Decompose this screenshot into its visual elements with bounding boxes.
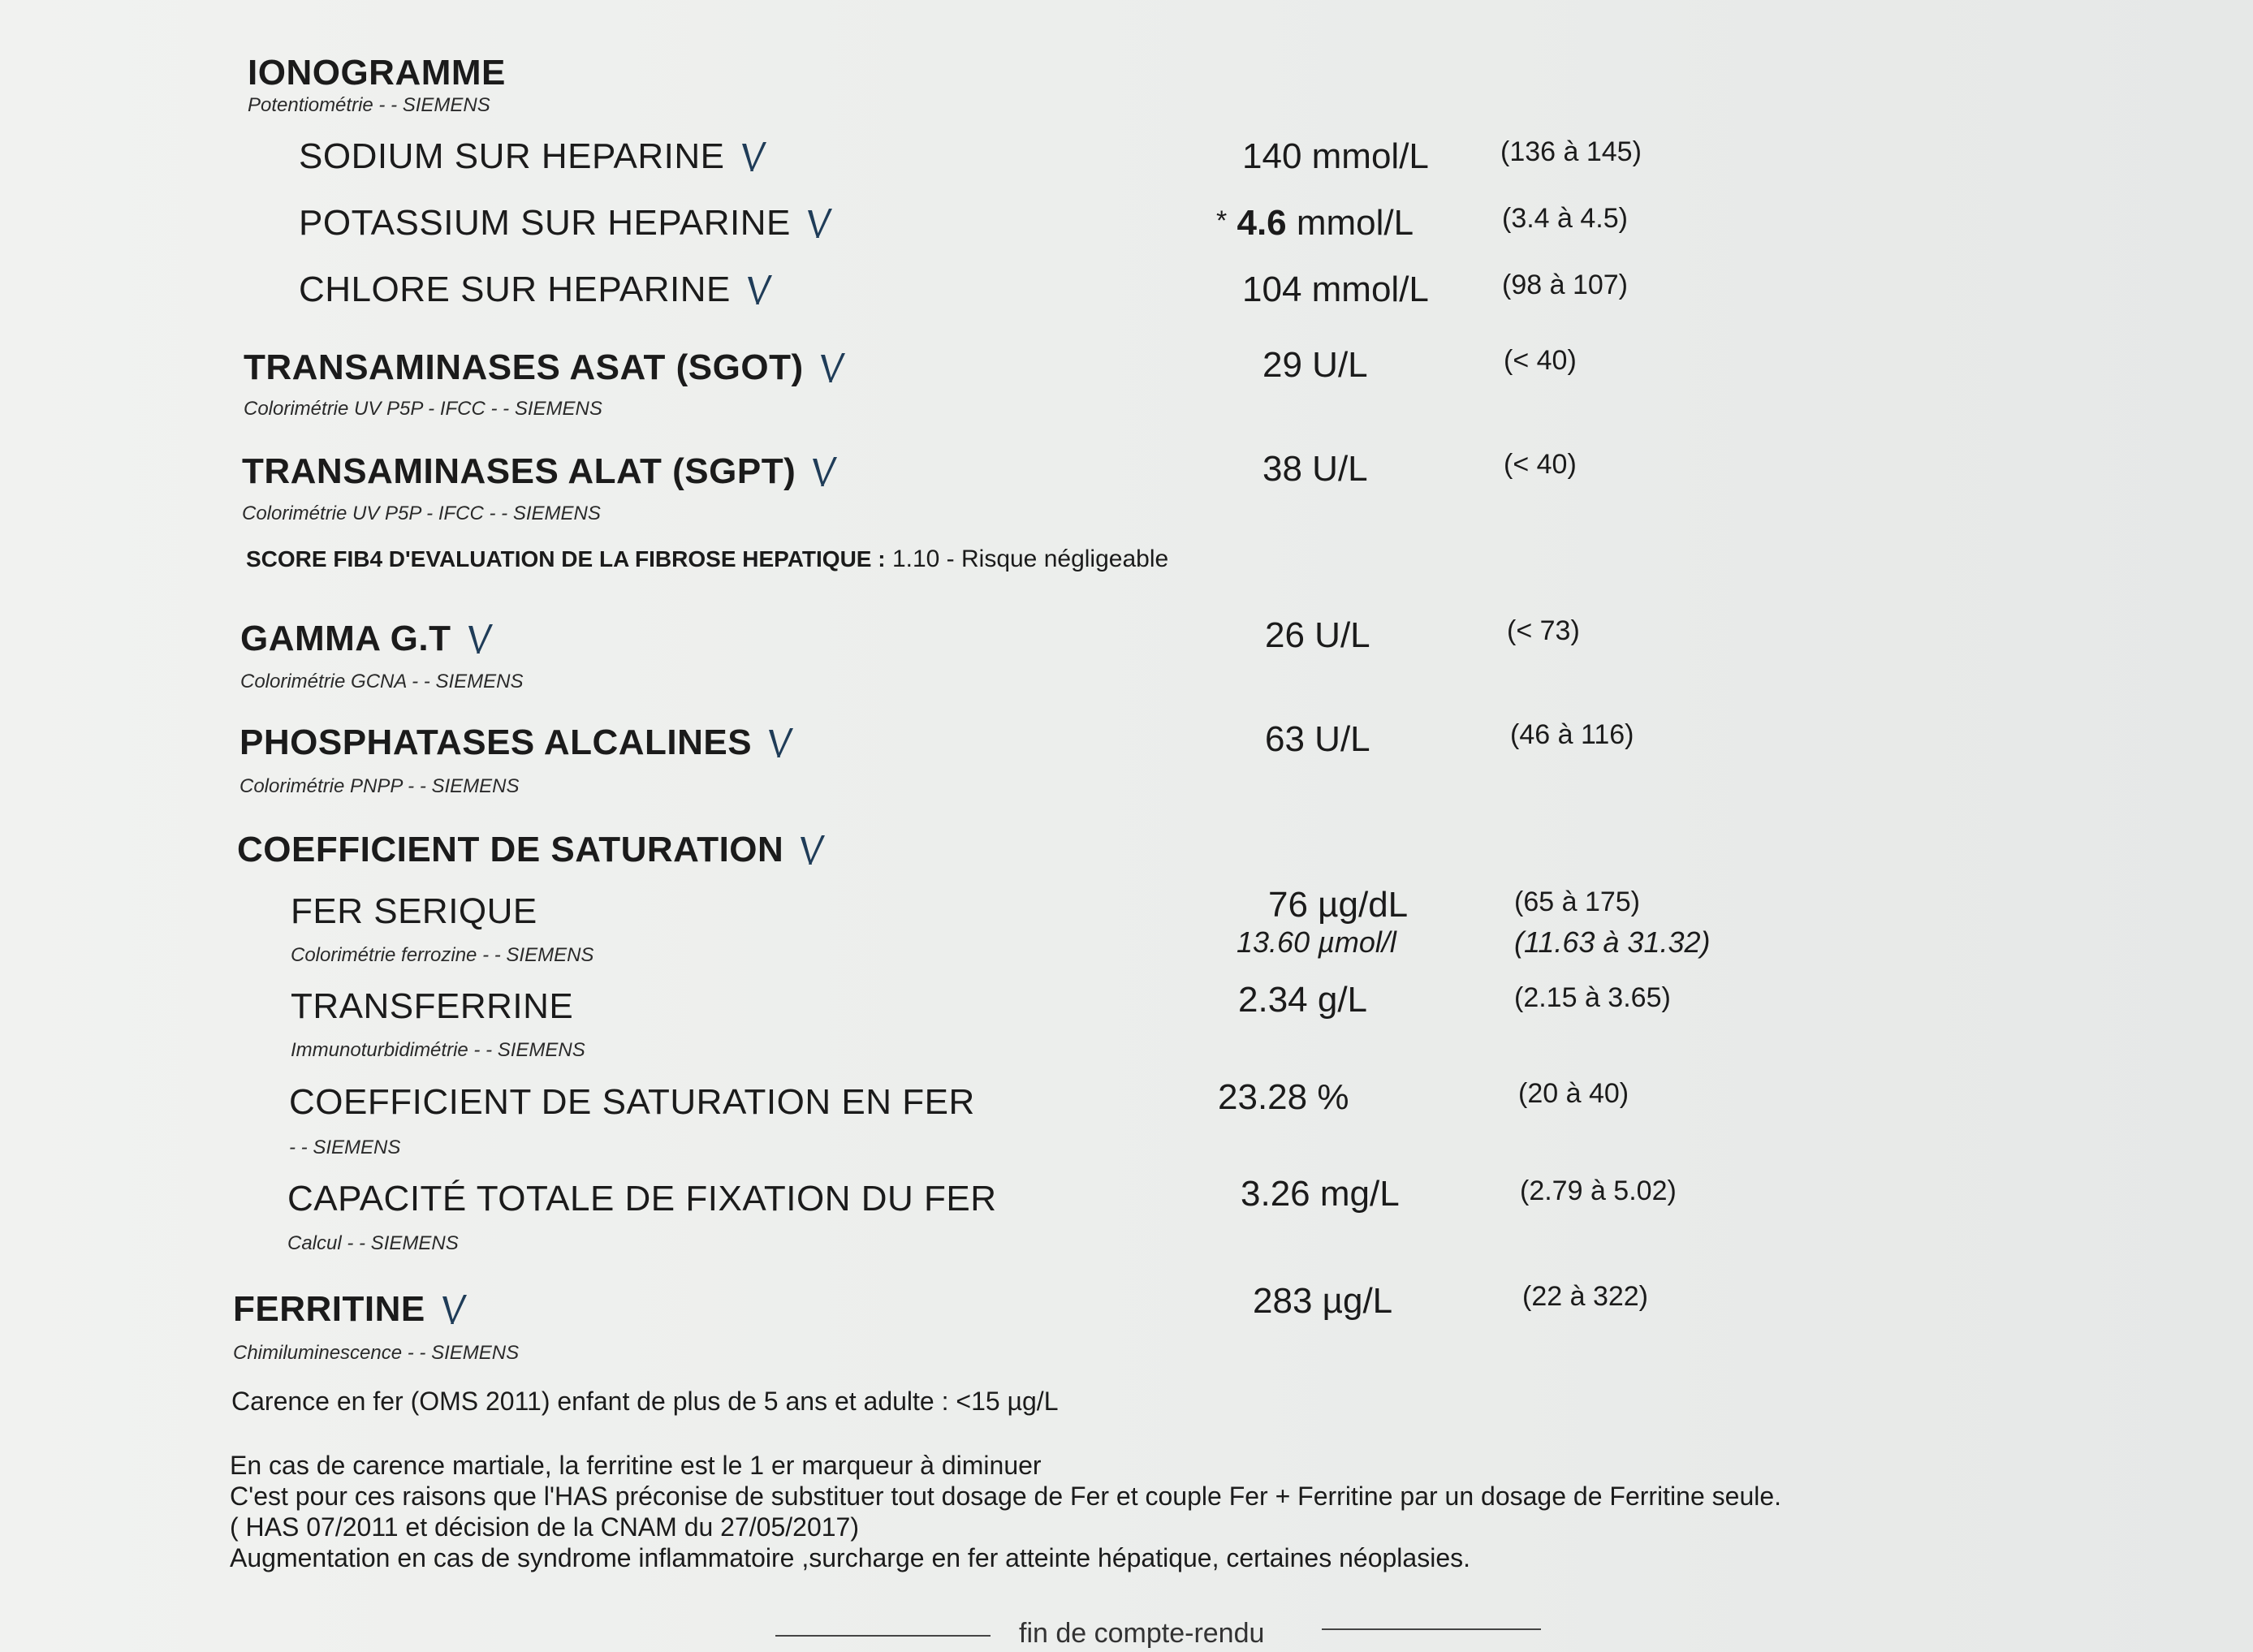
note-line-1: En cas de carence martiale, la ferritine est le 1 er marqueur à diminuer xyxy=(230,1451,1042,1480)
fib4-label: SCORE FIB4 D'EVALUATION DE LA FIBROSE HEPATIQUE : xyxy=(246,546,886,572)
ref-transferrine: (2.15 à 3.65) xyxy=(1514,982,1671,1013)
section-title-alat xyxy=(242,451,839,492)
section-title-coef xyxy=(237,830,827,870)
note-line-3: ( HAS 07/2011 et décision de la CNAM du 27/05/2017) xyxy=(230,1512,859,1542)
ref-pal: (46 à 116) xyxy=(1510,719,1634,750)
note-line-4: Augmentation en cas de syndrome inflammatoire ,surcharge en fer atteinte hépatique, certaines néoplasies. xyxy=(230,1543,1470,1572)
test-transferrine: TRANSFERRINE xyxy=(291,986,574,1026)
test-chlore xyxy=(299,270,775,310)
method-fer: Colorimétrie ferrozine - - SIEMENS xyxy=(291,944,594,966)
validation-check-icon xyxy=(810,454,839,490)
value-fer: 76 µg/dL xyxy=(1268,885,1409,925)
ref-fer: (65 à 175) xyxy=(1514,886,1640,917)
section-title-asat xyxy=(244,347,848,388)
section-title-coef-label: COEFFICIENT DE SATURATION xyxy=(237,830,784,869)
method-csf: - - SIEMENS xyxy=(289,1137,401,1158)
validation-check-icon xyxy=(798,832,827,868)
fib4-value: 1.10 - Risque négligeable xyxy=(891,546,1169,572)
value-potassium-number: 4.6 xyxy=(1237,203,1287,243)
method-ferritine: Chimiluminescence - - SIEMENS xyxy=(233,1342,520,1364)
method-alat: Colorimétrie UV P5P - IFCC - - SIEMENS xyxy=(242,503,601,524)
method-ctf: Calcul - - SIEMENS xyxy=(287,1232,459,1254)
note-line-2: C'est pour ces raisons que l'HAS préconise de substituer tout dosage de Fer et couple Fer + Ferritine par un dosage de Ferritine seule. xyxy=(230,1482,1782,1511)
ref-csf: (20 à 40) xyxy=(1518,1078,1629,1109)
validation-check-icon xyxy=(466,621,495,657)
ref-fer-mmol: (11.63 à 31.32) xyxy=(1514,925,1711,959)
ref-ferritine: (22 à 322) xyxy=(1522,1281,1648,1312)
method-transferrine: Immunoturbidimétrie - - SIEMENS xyxy=(291,1039,585,1061)
test-label-chlore: CHLORE SUR HEPARINE xyxy=(299,270,731,309)
footer-rule-left xyxy=(775,1635,991,1637)
footer-rule-right xyxy=(1322,1628,1541,1630)
value-sodium: 140 mmol/L xyxy=(1242,136,1429,176)
validation-check-icon xyxy=(818,350,848,386)
section-title-pal xyxy=(240,722,796,763)
value-chlore: 104 mmol/L xyxy=(1242,270,1429,309)
test-label-potassium: POTASSIUM SUR HEPARINE xyxy=(299,203,791,243)
ref-sodium: (136 à 145) xyxy=(1500,136,1642,167)
method-ggt: Colorimétrie GCNA - - SIEMENS xyxy=(240,671,524,692)
value-pal: 63 U/L xyxy=(1265,719,1370,759)
section-title-ggt-label: GAMMA G.T xyxy=(240,619,451,658)
ref-asat: (< 40) xyxy=(1504,345,1577,376)
section-title-ionogramme: IONOGRAMME xyxy=(248,53,506,93)
value-potassium-unit: mmol/L xyxy=(1296,203,1414,243)
section-title-ferritine xyxy=(233,1289,469,1330)
method-ionogramme: Potentiométrie - - SIEMENS xyxy=(248,94,490,116)
ref-ggt: (< 73) xyxy=(1507,615,1580,646)
note-carence: Carence en fer (OMS 2011) enfant de plus de 5 ans et adulte : <15 µg/L xyxy=(231,1387,1059,1416)
validation-check-icon xyxy=(745,272,775,308)
value-alat: 38 U/L xyxy=(1262,449,1368,489)
validation-check-icon xyxy=(805,205,835,241)
section-title-pal-label: PHOSPHATASES ALCALINES xyxy=(240,722,753,762)
ref-alat: (< 40) xyxy=(1504,449,1577,480)
validation-check-icon xyxy=(440,1292,469,1327)
section-title-ferritine-label: FERRITINE xyxy=(233,1289,425,1329)
test-ctf: CAPACITÉ TOTALE DE FIXATION DU FER xyxy=(287,1179,997,1219)
value-ggt: 26 U/L xyxy=(1265,615,1370,655)
value-potassium xyxy=(1216,203,1414,244)
validation-check-icon xyxy=(740,139,769,175)
test-csf: COEFFICIENT DE SATURATION EN FER xyxy=(289,1082,975,1122)
value-transferrine: 2.34 g/L xyxy=(1238,980,1368,1020)
ref-ctf: (2.79 à 5.02) xyxy=(1520,1175,1677,1206)
test-potassium xyxy=(299,203,835,244)
section-title-alat-label: TRANSAMINASES ALAT (SGPT) xyxy=(242,451,796,491)
value-ferritine: 283 µg/L xyxy=(1253,1281,1393,1321)
section-title-asat-label: TRANSAMINASES ASAT (SGOT) xyxy=(244,347,804,387)
ref-potassium: (3.4 à 4.5) xyxy=(1502,203,1628,234)
value-fer-mmol: 13.60 µmol/l xyxy=(1237,925,1396,959)
validation-check-icon xyxy=(766,725,796,761)
ref-chlore: (98 à 107) xyxy=(1502,270,1628,300)
method-asat: Colorimétrie UV P5P - IFCC - - SIEMENS xyxy=(244,398,602,420)
section-title-ggt xyxy=(240,619,495,659)
footer-end-of-report: fin de compte-rendu xyxy=(1019,1618,1265,1649)
test-fer: FER SERIQUE xyxy=(291,891,537,931)
abnormal-flag: * xyxy=(1216,205,1228,236)
value-asat: 29 U/L xyxy=(1262,345,1368,385)
test-sodium xyxy=(299,136,769,177)
value-csf: 23.28 % xyxy=(1218,1077,1349,1117)
fib4-score-line xyxy=(246,546,1168,573)
value-ctf: 3.26 mg/L xyxy=(1241,1174,1400,1214)
method-pal: Colorimétrie PNPP - - SIEMENS xyxy=(240,775,520,797)
test-label-sodium: SODIUM SUR HEPARINE xyxy=(299,136,725,176)
